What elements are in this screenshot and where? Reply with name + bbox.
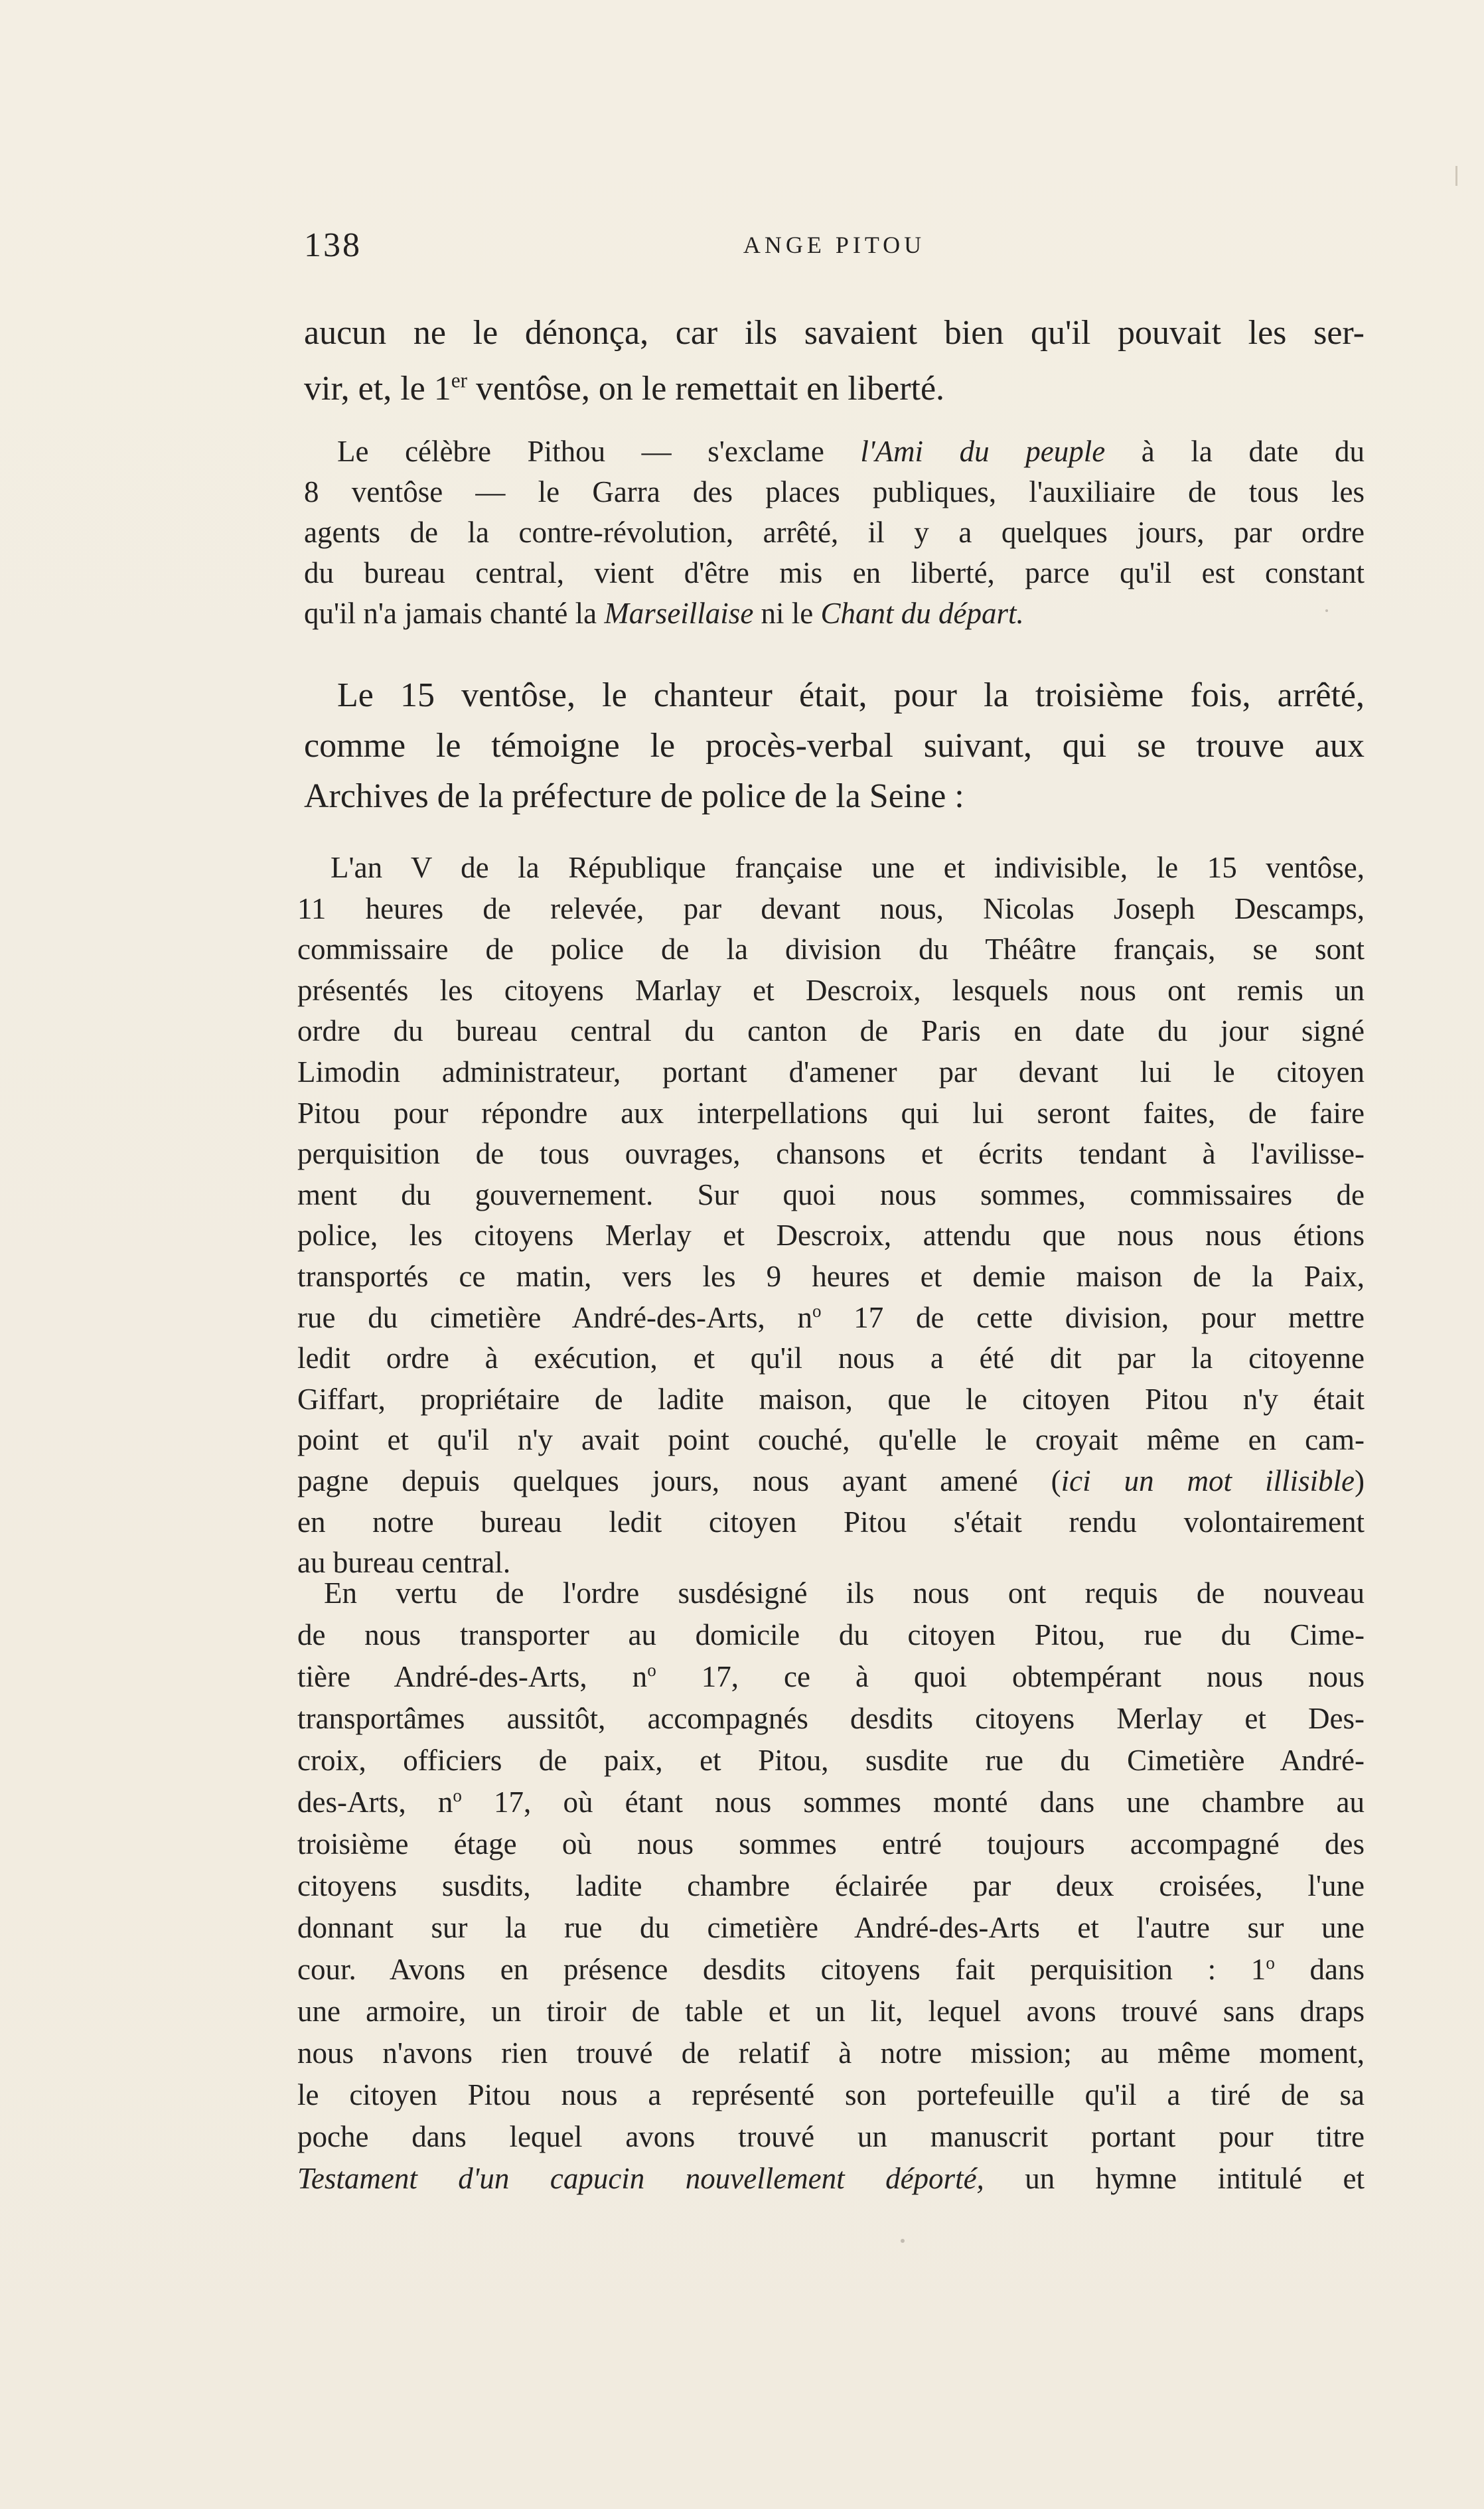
page-number: 138 [304,226,362,264]
text-line: de nous transporter au domicile du citoyen Pitou, rue du Cime- [297,1618,1365,1651]
text-line: transportés ce matin, vers les 9 heures et demie maison de la Paix, [297,1259,1365,1293]
text-line: agents de la contre-révolution, arrêté, il y a quelques jours, par ordre [304,516,1365,549]
text-line: aucun ne le dénonça, car ils savaient bien qu'il pouvait les ser- [304,314,1365,352]
page-edge-mark [1455,166,1457,186]
text-line: police, les citoyens Merlay et Descroix, attendu que nous nous étions [297,1219,1365,1253]
text-line: nous n'avons rien trouvé de relatif à notre mission; au même moment, [297,2036,1365,2070]
text-line: tière André-des-Arts, $n^o$ 17, ce à quoi obtempérant nous nous [297,1659,1365,1693]
text-line: au bureau central. [297,1546,511,1580]
text-line: 8 ventôse — le Garra des places publiques, l'auxiliaire de tous les [304,475,1365,508]
text-line: commissaire de police de la division du Théâtre français, se sont [297,933,1365,966]
text-line-with-italic: pagne depuis quelques jours, nous ayant amené (ici un mot illisible) [297,1464,1365,1497]
text-line: point et qu'il n'y avait point couché, qu'elle le croyait même en cam- [297,1423,1365,1457]
paper-speck [1325,609,1328,612]
text-line: Giffart, propriétaire de ladite maison, que le citoyen Pitou n'y était [297,1382,1365,1416]
text-line: Testament d'un capucin nouvellement déporté, un hymne intitulé et [297,2162,1365,2195]
text-line: donnant sur la rue du cimetière André-des-Arts et l'autre sur une [297,1911,1365,1944]
paragraph-release [304,305,1365,417]
song-title: Chant du départ. [820,597,1024,630]
text-line: le citoyen Pitou nous a représenté son portefeuille qu'il a tiré de sa [297,2078,1365,2111]
text-line: cour. Avons en présence desdits citoyens fait perquisition : 1$^o$ dans [297,1952,1365,1986]
text-line: qu'il n'a jamais chanté la Marseillaise ni le Chant du départ. [304,597,1024,630]
text-line: rue du cimetière André-des-Arts, $n^o$ 17 de cette division, pour mettre [297,1300,1365,1334]
text-line: Limodin administrateur, portant d'amener par devant lui le citoyen [297,1055,1365,1089]
text-line: troisième étage où nous sommes entré toujours accompagné des [297,1827,1365,1861]
text-line: ledit ordre à exécution, et qu'il nous a été dit par la citoyenne [297,1341,1365,1375]
text-line: des-Arts, $n^o$ 17, où étant nous sommes monté dans une chambre au [297,1785,1365,1819]
quote-ami-du-peuple [304,431,1365,634]
text-line: citoyens susdits, ladite chambre éclairée par deux croisées, l'une [297,1869,1365,1902]
text-line: en notre bureau ledit citoyen Pitou s'était rendu volontairement [297,1505,1365,1539]
manuscript-title: Testament d'un capucin nouvellement déporté, [297,2162,984,2195]
text-line: Pitou pour répondre aux interpellations qui lui seront faites, de faire [297,1096,1365,1130]
text-line: perquisition de tous ouvrages, chansons et écrits tendant à l'avilisse- [297,1137,1365,1171]
text-line: transportâmes aussitôt, accompagnés desdits citoyens Merlay et Des- [297,1702,1365,1735]
text-line: présentés les citoyens Marlay et Descroix, lesquels nous ont remis un [297,973,1365,1007]
paragraph-arrest [304,670,1365,822]
text-line: En vertu de l'ordre susdésigné ils nous ont requis de nouveau [324,1576,1365,1610]
paper-speck [901,2239,905,2243]
text-line: 11 heures de relevée, par devant nous, Nicolas Joseph Descamps, [297,891,1365,925]
text-line: ment du gouvernement. Sur quoi nous sommes, commissaires de [297,1178,1365,1211]
text-line: du bureau central, vient d'être mis en liberté, parce qu'il est constant [304,556,1365,589]
text-line: Le célèbre Pithou — s'exclame l'Ami du peuple à la date du [337,435,1365,468]
text-line: croix, officiers de paix, et Pitou, susdite rue du Cimetière André- [297,1744,1365,1777]
newspaper-title: l'Ami du peuple [860,435,1106,468]
text-line: comme le témoigne le procès-verbal suivant, qui se trouve aux [304,727,1365,765]
text-line: Archives de la préfecture de police de la Seine : [304,777,964,815]
running-title: ANGE PITOU [743,232,926,258]
text-line: une armoire, un tiroir de table et un lit, lequel avons trouvé sans draps [297,1995,1365,2028]
text-line: vir, et, le 1er ventôse, on le remettait en liberté. [304,368,945,408]
song-title: Marseillaise [604,597,754,630]
police-record-part2 [297,1572,1365,2200]
police-record-part1 [297,848,1365,1584]
page-header [304,226,1365,272]
text-line: poche dans lequel avons trouvé un manuscrit portant pour titre [297,2120,1365,2153]
text-line: ordre du bureau central du canton de Paris en date du jour signé [297,1014,1365,1048]
text-line: L'an V de la République française une et indivisible, le 15 ventôse, [331,851,1365,884]
text-line: Le 15 ventôse, le chanteur était, pour la troisième fois, arrêté, [337,676,1365,714]
editorial-note: ici un mot illisible [1061,1464,1355,1497]
